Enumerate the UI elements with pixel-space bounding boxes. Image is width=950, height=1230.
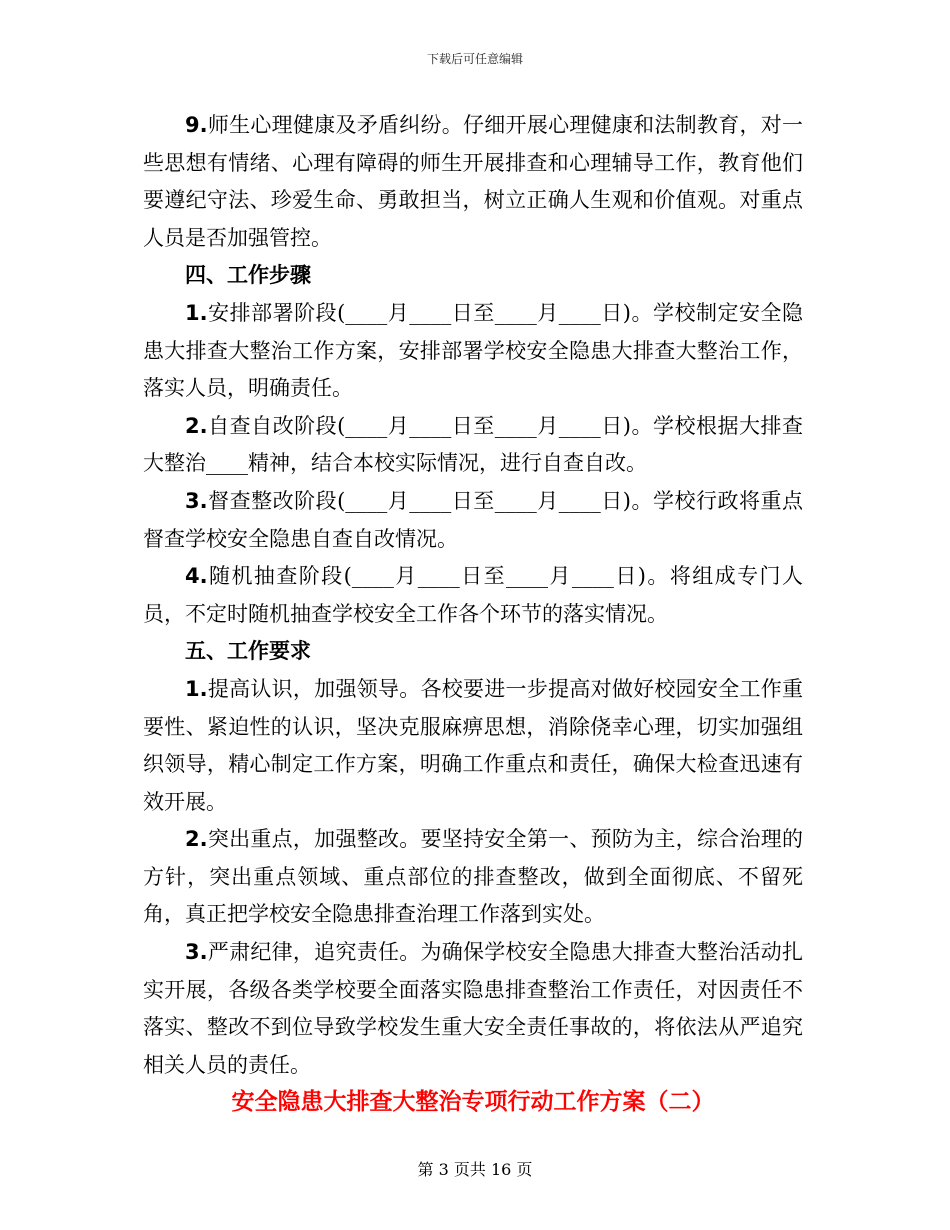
paragraph-item — [143, 934, 803, 1084]
paragraph-item — [143, 408, 803, 483]
section-heading: 四、工作步骤 — [185, 263, 311, 288]
item-text: 严肃纪律，追究责任。为确保学校安全隐患大排查大整治活动扎实开展，各级各类学校要全面落实隐患排查整治工作责任，对因责任不落实、整改不到位导致学校发生重大安全责任事故的，将依法从严追究相关人员的责任。 — [143, 940, 803, 1077]
paragraph-item — [143, 558, 803, 633]
paragraph-item — [143, 821, 803, 934]
paragraph-item — [143, 671, 803, 821]
item-number: 3. — [185, 940, 208, 965]
document-body — [143, 107, 803, 1122]
paragraph-item — [143, 483, 803, 558]
item-number: 4. — [185, 564, 208, 589]
item-text: 提高认识，加强领导。各校要进一步提高对做好校园安全工作重要性、紧迫性的认识，坚决克服麻痹思想，消除侥幸心理，切实加强组织领导，精心制定工作方案，明确工作重点和责任，确保大检查迅速有效开展。 — [143, 676, 803, 814]
item-number: 1. — [185, 676, 208, 701]
section-heading: 五、工作要求 — [185, 639, 311, 664]
item-number: 9. — [185, 113, 208, 137]
page-footer: 第 3 页共 16 页 — [417, 1160, 533, 1179]
page-header: 下载后可任意编辑 — [426, 52, 523, 66]
item-text: 督查整改阶段(____月____日至____月____日)。学校行政将重点督查学校安全隐患自查自改情况。 — [143, 488, 803, 551]
item-text: 自查自改阶段(____月____日至____月____日)。学校根据大排查大整治____精神，结合本校实际情况，进行自查自改。 — [143, 413, 803, 476]
paragraph-item — [143, 107, 803, 257]
item-text: 随机抽查阶段(____月____日至____月____日)。将组成专门人员，不定时随机抽查学校安全工作各个环节的落实情况。 — [143, 564, 803, 626]
item-text: 安排部署阶段(____月____日至____月____日)。学校制定安全隐患大排查大整治工作方案，安排部署学校安全隐患大排查大整治工作，落实人员，明确责任。 — [143, 300, 803, 401]
section-title: 安全隐患大排查大整治专项行动工作方案（二） — [231, 1089, 715, 1116]
item-number: 3. — [185, 488, 208, 513]
item-text: 师生心理健康及矛盾纠纷。仔细开展心理健康和法制教育，对一些思想有情绪、心理有障碍的师生开展排查和心理辅导工作，教育他们要遵纪守法、珍爱生命、勇敢担当，树立正确人生观和价值观。对重点人员是否加强管控。 — [143, 113, 803, 250]
paragraph-item — [143, 295, 803, 408]
item-number: 1. — [185, 300, 208, 325]
item-number: 2. — [185, 413, 208, 438]
item-number: 2. — [185, 827, 208, 852]
item-text: 突出重点，加强整改。要坚持安全第一、预防为主，综合治理的方针，突出重点领域、重点部位的排查整改，做到全面彻底、不留死角，真正把学校安全隐患排查治理工作落到实处。 — [143, 827, 803, 927]
